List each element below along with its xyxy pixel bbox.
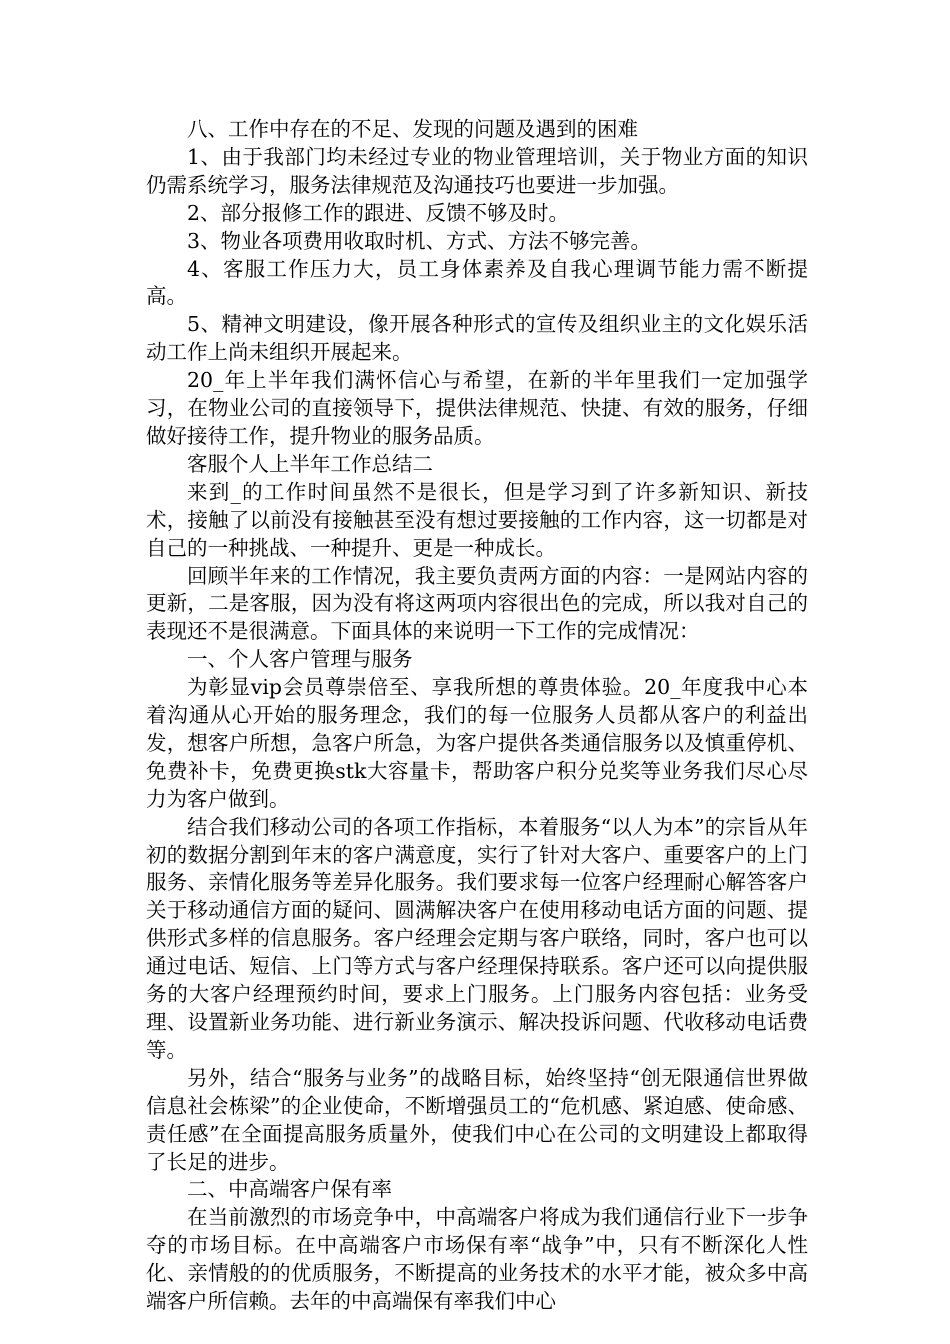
paragraph-problem-4: 4、客服工作压力大，员工身体素养及自我心理调节能力需不断提高。 (146, 256, 808, 309)
paragraph-problem-3: 3、物业各项费用收取时机、方式、方法不够完善。 (187, 228, 652, 253)
paragraph-problem-5: 5、精神文明建设，像开展各种形式的宣传及组织业主的文化娱乐活动工作上尚未组织开展起来。 (146, 312, 808, 365)
paragraph-problem-2: 2、部分报修工作的跟进、反馈不够及时。 (187, 200, 570, 225)
paragraph-strategy: 另外，结合“服务与业务”的战略目标，始终坚持“创无限通信世界做信息社会栋梁”的企业使命，不断增强员工的“危机感、紧迫感、使命感、责任感”在全面提高服务质量外，使我们中心在公司的文明建设上都取得了长足的进步。 (146, 1065, 808, 1174)
paragraph-retention: 在当前激烈的市场竞争中，中高端客户将成为我们通信行业下一步争夺的市场目标。在中高端客户市场保有率“战争”中，只有不断深化人性化、亲情般的的优质服务，不断提高的业务技术的水平才能，被众多中高端客户所信赖。去年的中高端保有率我们中心 (146, 1205, 808, 1314)
paragraph-intro: 来到_的工作时间虽然不是很长，但是学习到了许多新知识、新技术，接触了以前没有接触甚至没有想过要接触的工作内容，这一切都是对自己的一种挑战、一种提升、更是一种成长。 (146, 479, 808, 560)
section-heading-retention: 二、中高端客户保有率 (187, 1177, 392, 1202)
paragraph-vip-service: 为彰显vip会员尊崇倍至、享我所想的尊贵体验。20_年度我中心本着沟通从心开始的服务理念，我们的每一位服务人员都从客户的利益出发，想客户所想，急客户所急，为客户提供各类通信服务以及慎重停机、免费补卡，免费更换stk大容量卡，帮助客户积分兑奖等业务我们尽心尽力为客户做到。 (146, 675, 808, 811)
paragraph-review: 回顾半年来的工作情况，我主要负责两方面的内容：一是网站内容的更新，二是客服，因为没有将这两项内容很出色的完成，所以我对自己的表现还不是很满意。下面具体的来说明一下工作的完成情况： (146, 563, 808, 644)
section-heading-problems: 八、工作中存在的不足、发现的问题及遇到的困难 (187, 117, 638, 141)
paragraph-outlook: 20_年上半年我们满怀信心与希望，在新的半年里我们一定加强学习，在物业公司的直接领导下，提供法律规范、快捷、有效的服务，仔细做好接待工作，提升物业的服务品质。 (146, 368, 808, 448)
paragraph-service-indicators: 结合我们移动公司的各项工作指标，本着服务“以人为本”的宗旨从年初的数据分割到年末的客户满意度，实行了针对大客户、重要客户的上门服务、亲情化服务等差异化服务。我们要求每一位客户经理耐心解答客户关于移动通信方面的疑问、圆满解决客户在使用移动电话方面的问题、提供形式多样的信息服务。客户经理会定期与客户联络，同时，客户也可以通过电话、短信、上门等方式与客户经理保持联系。客户还可以向提供服务的大客户经理预约时间，要求上门服务。上门服务内容包括：业务受理、设置新业务功能、进行新业务演示、解决投诉问题、代收移动电话费等。 (146, 814, 808, 1062)
section-title-summary-two: 客服个人上半年工作总结二 (187, 451, 433, 476)
paragraph-problem-1: 1、由于我部门均未经过专业的物业管理培训，关于物业方面的知识仍需系统学习，服务法律规范及沟通技巧也要进一步加强。 (146, 144, 808, 197)
section-heading-customer-service: 一、个人客户管理与服务 (187, 647, 413, 672)
document-body (146, 116, 808, 1316)
